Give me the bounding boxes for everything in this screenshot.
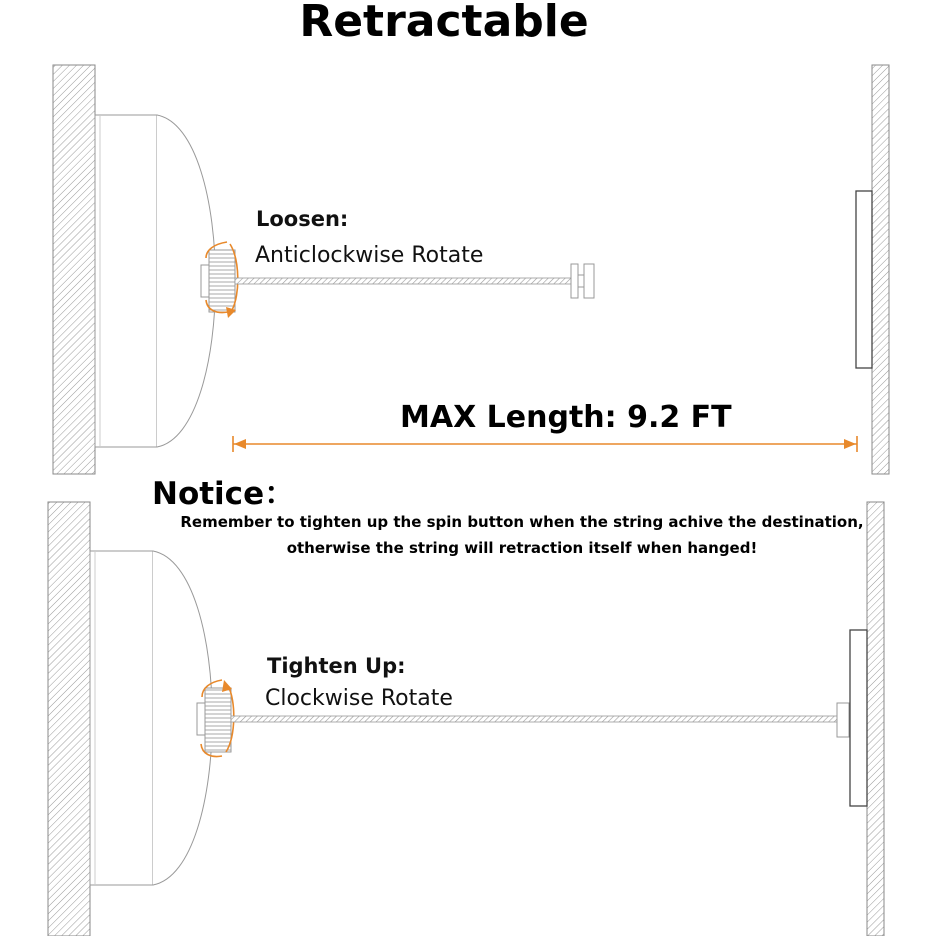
notice-line-1: Remember to tighten up the spin button when the string achive the destination, <box>180 513 864 531</box>
receiver-plate-bottom <box>850 630 867 806</box>
left-wall-bottom <box>48 502 90 936</box>
bottom-scene <box>48 502 884 936</box>
notice-line-2: otherwise the string will retraction itself when hanged! <box>286 539 758 557</box>
tighten-heading: Tighten Up: <box>267 654 406 678</box>
right-wall-bottom <box>867 502 884 936</box>
right-wall-top <box>872 65 889 474</box>
hook-end-bottom <box>837 703 849 737</box>
reel-housing-top <box>95 115 216 447</box>
loosen-heading: Loosen: <box>256 207 349 231</box>
loosen-action: Anticlockwise Rotate <box>255 243 484 268</box>
receiver-plate-top <box>856 191 872 368</box>
reel-housing-bottom <box>90 551 212 885</box>
left-wall-top <box>53 65 95 474</box>
notice-heading: Notice： <box>152 476 296 512</box>
page-title: Retractable <box>299 0 589 47</box>
hook-end-top <box>571 264 594 298</box>
max-length-label: MAX Length: 9.2 FT <box>400 400 732 435</box>
string-top <box>235 278 571 284</box>
tighten-action: Clockwise Rotate <box>265 686 453 711</box>
max-length-dimension <box>233 436 857 452</box>
string-bottom <box>231 716 837 722</box>
